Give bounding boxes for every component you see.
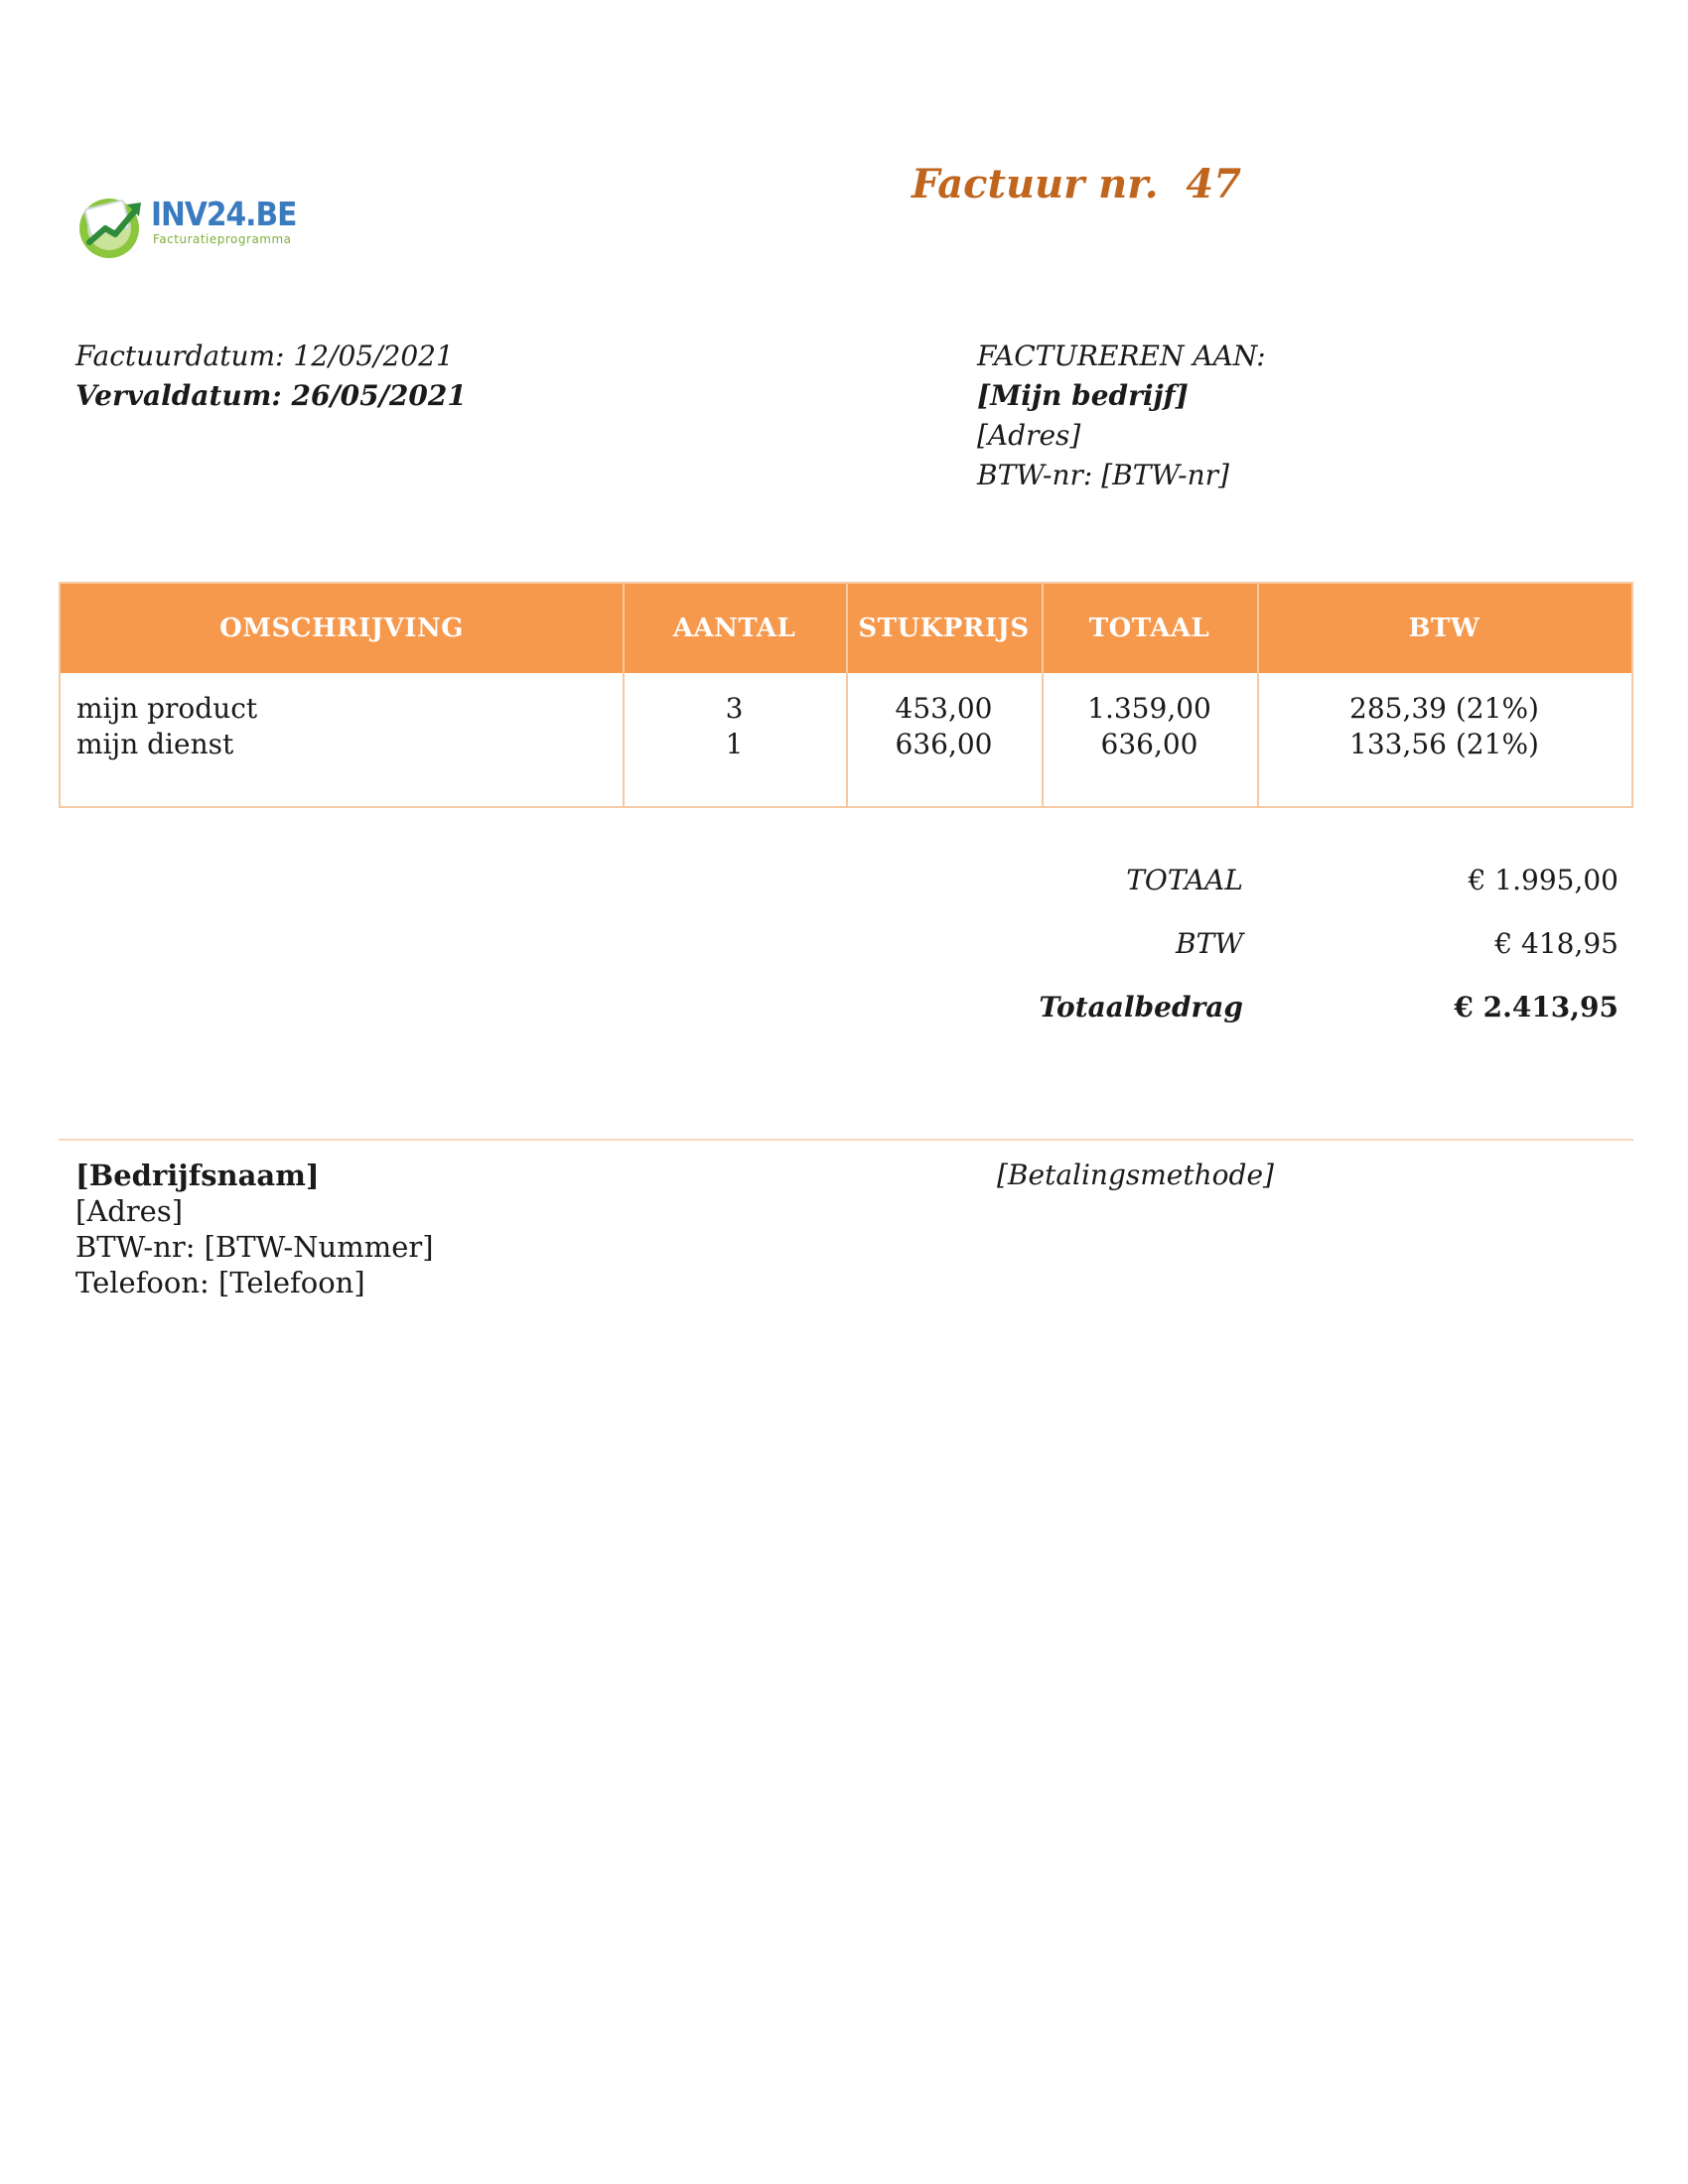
grand-total-value: € 2.413,95 [1454, 991, 1618, 1024]
description-column [76, 691, 613, 762]
quantity-column [623, 691, 846, 762]
bill-to-company: [Mijn bedrijf] [977, 379, 1189, 412]
column-header-description: OMSCHRIJVING [219, 614, 464, 643]
logo-tagline: Facturatieprogramma [153, 232, 292, 246]
vat-total-label: BTW [1175, 927, 1243, 960]
invoice-title: Factuur nr. 47 [912, 161, 1242, 207]
table-row-vat: 133,56 (21%) [1349, 728, 1539, 760]
sender-phone: Telefoon: [Telefoon] [75, 1266, 365, 1299]
sender-company: [Bedrijfsnaam] [75, 1159, 320, 1192]
column-header-vat: BTW [1408, 614, 1480, 643]
sender-address: [Adres] [75, 1194, 184, 1228]
bill-to-block [977, 337, 1266, 495]
sender-vat: BTW-nr: [BTW-Nummer] [75, 1230, 434, 1264]
invoice-date: Factuurdatum: 12/05/2021 [75, 340, 454, 372]
table-row-vat: 285,39 (21%) [1349, 692, 1539, 725]
table-row-total: 1.359,00 [1087, 692, 1211, 725]
invoice-dates [75, 337, 467, 416]
table-row-description: mijn product [76, 692, 258, 725]
grand-total-label: Totaalbedrag [1039, 991, 1243, 1024]
unit-price-column [846, 691, 1042, 762]
table-row-unit-price: 636,00 [895, 728, 993, 760]
table-row-description: mijn dienst [76, 728, 234, 760]
table-row-quantity: 1 [725, 728, 744, 760]
subtotal-label: TOTAAL [1126, 864, 1243, 896]
table-row-quantity: 3 [725, 692, 744, 725]
logo-name: INV24.BE [151, 195, 297, 233]
table-row-total: 636,00 [1100, 728, 1198, 760]
company-logo [75, 191, 297, 262]
footer-divider [59, 1139, 1633, 1141]
bill-to-address: [Adres] [977, 419, 1081, 452]
subtotal-value: € 1.995,00 [1468, 864, 1618, 896]
sender-block [75, 1158, 434, 1300]
table-row-unit-price: 453,00 [895, 692, 993, 725]
total-column [1042, 691, 1257, 762]
items-table [59, 582, 1633, 808]
vat-total-value: € 418,95 [1494, 927, 1618, 960]
bill-to-heading: FACTUREREN AAN: [977, 340, 1266, 372]
due-date: Vervaldatum: 26/05/2021 [75, 379, 467, 412]
vat-column [1257, 691, 1631, 762]
bill-to-vat: BTW-nr: [BTW-nr] [977, 459, 1229, 491]
payment-method: [Betalingsmethode] [997, 1159, 1274, 1191]
column-header-unit-price: STUKPRIJS [858, 614, 1030, 643]
growth-chart-icon [75, 191, 147, 262]
column-header-total: TOTAAL [1088, 614, 1210, 643]
column-header-quantity: AANTAL [672, 614, 796, 643]
